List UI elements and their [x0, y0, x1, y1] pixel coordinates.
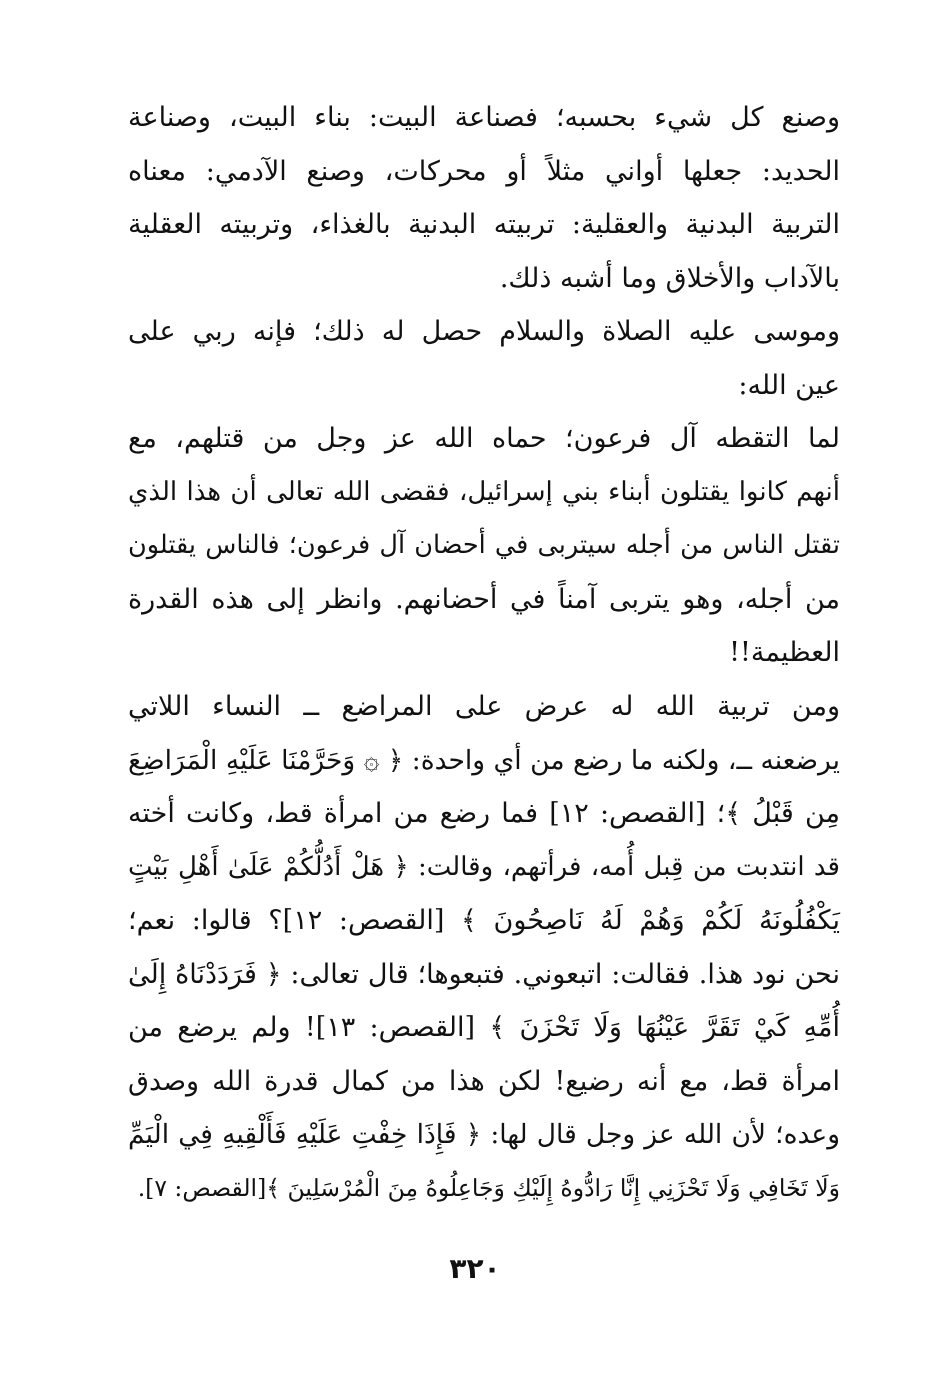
- paragraph-line: يرضعنه ــ، ولكنه ما رضع من أي واحدة: ﴿ ۞ وَحَرَّمْنَا عَلَيْهِ الْمَرَاضِعَ: [128, 744, 840, 776]
- paragraph-line: من أجله، وهو يتربى آمناً في أحضانهم. وانظر إلى هذه القدرة: [128, 583, 840, 615]
- paragraph-line: وصنع كل شيء بحسبه؛ فصناعة البيت: بناء البيت، وصناعة: [128, 102, 840, 133]
- paragraph-line: لما التقطه آل فرعون؛ حماه الله عز وجل من قتلهم، مع: [128, 423, 840, 454]
- paragraph-line: وعده؛ لأن الله عز وجل قال لها: ﴿ فَإِذَا خِفْتِ عَلَيْهِ فَأَلْقِيهِ فِي الْيَمِّ: [128, 1119, 840, 1150]
- paragraph-line: وَلَا تَخَافِي وَلَا تَحْزَنِي إِنَّا رَادُّوهُ إِلَيْكِ وَجَاعِلُوهُ مِنَ الْمُرْسَلِينَ ﴾[القصص: ٧].: [137, 1173, 840, 1202]
- paragraph-line: عين الله:: [738, 369, 840, 401]
- page-number: ٣٢٠: [449, 1252, 501, 1285]
- paragraph-line: امرأة قط، مع أنه رضيع! لكن هذا من كمال قدرة الله وصدق: [128, 1065, 840, 1097]
- paragraph-2: [128, 305, 840, 412]
- paragraph-line: يَكْفُلُونَهُ لَكُمْ وَهُمْ لَهُ نَاصِحُونَ ﴾ [القصص: ١٢]؟ قالوا: نعم؛: [128, 905, 841, 936]
- paragraph-line: أُمِّهِ كَيْ تَقَرَّ عَيْنُهَا وَلَا تَحْزَنَ ﴾ [القصص: ١٣]! ولم يرضع من: [128, 1012, 840, 1043]
- paragraph-line: نحن نود هذا. فقالت: اتبعوني. فتبعوها؛ قال تعالى: ﴿ فَرَدَدْنَاهُ إِلَىٰ: [128, 958, 840, 990]
- paragraph-4: [128, 680, 840, 1215]
- paragraph-line: ومن تربية الله له عرض على المراضع ــ النساء اللاتي: [128, 691, 840, 722]
- paragraph-line: وموسى عليه الصلاة والسلام حصل له ذلك؛ فإنه ربي على: [128, 316, 840, 347]
- paragraph-1: [128, 91, 840, 305]
- paragraph-line: مِن قَبْلُ ﴾؛ [القصص: ١٢] فما رضع من امرأة قط، وكانت أخته: [128, 798, 840, 829]
- paragraph-line: قد انتدبت من قِبل أُمه، فرأتهم، وقالت: ﴿ هَلْ أَدُلُّكُمْ عَلَىٰ أَهْلِ بَيْتٍ: [128, 851, 840, 882]
- paragraph-line: تقتل الناس من أجله سيتربى في أحضان آل فرعون؛ فالناس يقتلون: [128, 530, 840, 560]
- paragraph-line: التربية البدنية والعقلية: تربيته البدنية بالغذاء، وتربيته العقلية: [128, 209, 840, 240]
- paragraph-3: [128, 412, 840, 680]
- paragraph-line: أنهم كانوا يقتلون أبناء بني إسرائيل، فقضى الله تعالى أن هذا الذي: [128, 476, 840, 507]
- paragraph-line: الحديد: جعلها أواني مثلاً أو محركات، وصنع الآدمي: معناه: [128, 155, 840, 187]
- paragraph-line: بالآداب والأخلاق وما أشبه ذلك.: [499, 262, 840, 294]
- paragraph-line: العظيمة!!: [729, 637, 840, 668]
